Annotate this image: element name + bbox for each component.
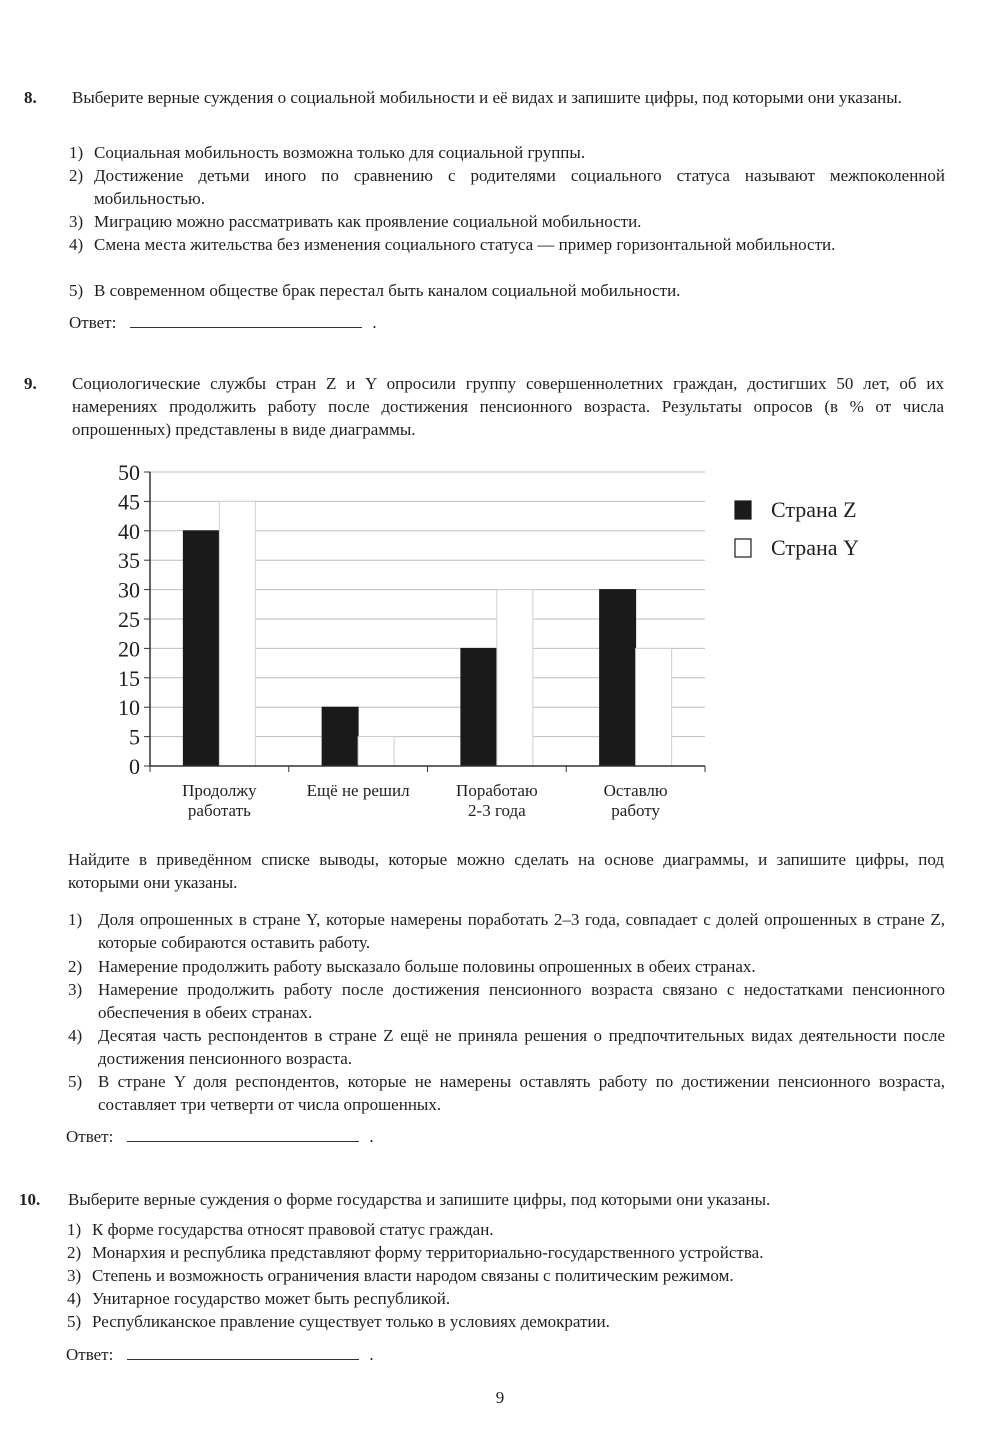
- task-stem: Выберите верные суждения о форме государства и запишите цифры, под которыми они указаны.: [68, 1190, 771, 1209]
- bar-country-y: [219, 501, 255, 766]
- option-number: 3): [68, 980, 83, 999]
- option-number: 4): [67, 1289, 82, 1308]
- y-tick-label: 20: [118, 636, 140, 662]
- bar-country-z: [322, 707, 358, 766]
- option-text: Степень и возможность ограничения власти народом связаны с политическим режимом.: [92, 1266, 734, 1285]
- task-number: 8.: [24, 88, 37, 107]
- option: [69, 164, 945, 210]
- answer-end: .: [372, 313, 377, 332]
- legend-swatch: [735, 501, 751, 519]
- option-number: 3): [67, 1266, 82, 1285]
- option-text: Республиканское правление существует только в условиях демократии.: [92, 1312, 610, 1331]
- answer-label: Ответ:: [66, 1345, 114, 1364]
- answer-field[interactable]: [66, 1125, 374, 1148]
- option-number: 4): [68, 1026, 83, 1045]
- x-category-label: работу: [611, 801, 660, 820]
- bar-chart: [80, 455, 900, 825]
- option-text: Достижение детьми иного по сравнению с родителями социального статуса называют межпоколенной мобильностью.: [94, 166, 945, 208]
- legend-swatch: [735, 539, 751, 557]
- x-category-label: Ещё не решил: [306, 781, 410, 800]
- option-text: Унитарное государство может быть республикой.: [92, 1289, 451, 1308]
- option: [69, 233, 945, 256]
- option: [67, 1287, 945, 1310]
- x-category-label: Поработаю: [456, 781, 538, 800]
- option-text: Намерение продолжить работу после достижения пенсионного возраста связано с недостатками пенсионного обеспечения в обеих странах.: [98, 980, 945, 1022]
- option-text: В современном обществе брак перестал быть каналом социальной мобильности.: [94, 281, 681, 300]
- bar-country-z: [183, 531, 219, 766]
- option: [68, 978, 945, 1024]
- option: [67, 1264, 945, 1287]
- answer-line[interactable]: [127, 1127, 359, 1142]
- conclusions-intro: Найдите в приведённом списке выводы, которые можно сделать на основе диаграммы, и запишите цифры, под которыми они указаны.: [68, 850, 944, 892]
- x-category-label: Продолжу: [182, 781, 257, 800]
- option: [68, 908, 945, 954]
- y-tick-label: 25: [118, 607, 140, 632]
- option-text: Смена места жительства без изменения социального статуса — пример горизонтальной мобильности.: [94, 235, 836, 254]
- x-category-label: 2-3 года: [468, 801, 526, 820]
- option-number: 5): [67, 1312, 82, 1331]
- bar-country-z: [461, 648, 497, 766]
- option-number: 4): [69, 235, 84, 254]
- bar-country-y: [636, 648, 672, 766]
- page-number: 9: [495, 1388, 505, 1407]
- y-axis-ticks: [118, 460, 150, 779]
- answer-field[interactable]: [69, 311, 377, 334]
- option: [68, 955, 945, 978]
- legend-label: Страна Z: [771, 497, 857, 522]
- answer-label: Ответ:: [69, 313, 117, 332]
- legend-label: Страна Y: [771, 535, 859, 560]
- option: [67, 1218, 945, 1241]
- option-number: 2): [68, 957, 83, 976]
- answer-field[interactable]: [66, 1343, 374, 1366]
- answer-line[interactable]: [127, 1345, 359, 1360]
- option: [67, 1310, 945, 1333]
- task-stem: Социологические службы стран Z и Y опросили группу совершеннолетних граждан, достигших 50 лет, об их намерениях продолжить работу после достижения пенсионного возраста. Результаты опросов (в % от числа опрошенных) представлены в виде диаграммы.: [72, 374, 944, 439]
- y-tick-label: 15: [118, 665, 140, 691]
- option-number: 1): [68, 910, 83, 929]
- option: [69, 210, 945, 233]
- y-tick-label: 50: [118, 460, 140, 485]
- task-number: 9.: [24, 374, 37, 393]
- bar-country-y: [497, 590, 533, 766]
- option: [68, 1024, 945, 1070]
- option-number: 2): [69, 166, 84, 185]
- y-tick-label: 10: [118, 695, 140, 721]
- option: [69, 279, 945, 302]
- y-tick-label: 30: [118, 577, 140, 603]
- option-number: 1): [67, 1220, 82, 1239]
- option-number: 3): [69, 212, 84, 231]
- option-text: Намерение продолжить работу высказало больше половины опрошенных в обеих странах.: [98, 957, 756, 976]
- y-tick-label: 35: [118, 548, 140, 574]
- answer-line[interactable]: [130, 313, 362, 328]
- option-text: Социальная мобильность возможна только для социальной группы.: [94, 143, 586, 162]
- x-axis-labels: [182, 781, 668, 820]
- task-number: 10.: [19, 1190, 41, 1209]
- option-number: 2): [67, 1243, 82, 1262]
- y-tick-label: 0: [129, 754, 140, 779]
- option-text: Десятая часть респондентов в стране Z ещё не приняла решения о предпочтительных видах деятельности после достижения пенсионного возраста.: [98, 1026, 945, 1068]
- option: [69, 141, 945, 164]
- option: [67, 1241, 945, 1264]
- x-category-label: работать: [187, 801, 251, 820]
- option-text: Миграцию можно рассматривать как проявление социальной мобильности.: [94, 212, 642, 231]
- answer-end: .: [369, 1345, 374, 1364]
- option-text: Монархия и республика представляют форму территориально-государственного устройства.: [92, 1243, 764, 1262]
- y-tick-label: 40: [118, 518, 140, 544]
- chart-bars: [183, 501, 671, 766]
- bar-country-y: [358, 737, 394, 766]
- y-tick-label: 5: [129, 724, 140, 750]
- option-text: К форме государства относят правовой статус граждан.: [92, 1220, 494, 1239]
- y-tick-label: 45: [118, 489, 140, 515]
- option-number: 1): [69, 143, 84, 162]
- option-text: Доля опрошенных в стране Y, которые намерены поработать 2–3 года, совпадает с долей опрошенных в стране Z, которые собираются оставить работу.: [98, 910, 945, 952]
- bar-country-z: [600, 590, 636, 766]
- chart-legend: [735, 497, 859, 560]
- task-stem: Выберите верные суждения о социальной мобильности и её видах и запишите цифры, под которыми они указаны.: [72, 88, 902, 107]
- option-number: 5): [69, 281, 84, 300]
- answer-end: .: [369, 1127, 374, 1146]
- option-number: 5): [68, 1072, 83, 1091]
- option-text: В стране Y доля респондентов, которые не намерены оставлять работу по достижении пенсионного возраста, составляет три четверти от числа опрошенных.: [98, 1072, 945, 1114]
- option: [68, 1070, 945, 1116]
- x-category-label: Оставлю: [603, 781, 668, 800]
- answer-label: Ответ:: [66, 1127, 114, 1146]
